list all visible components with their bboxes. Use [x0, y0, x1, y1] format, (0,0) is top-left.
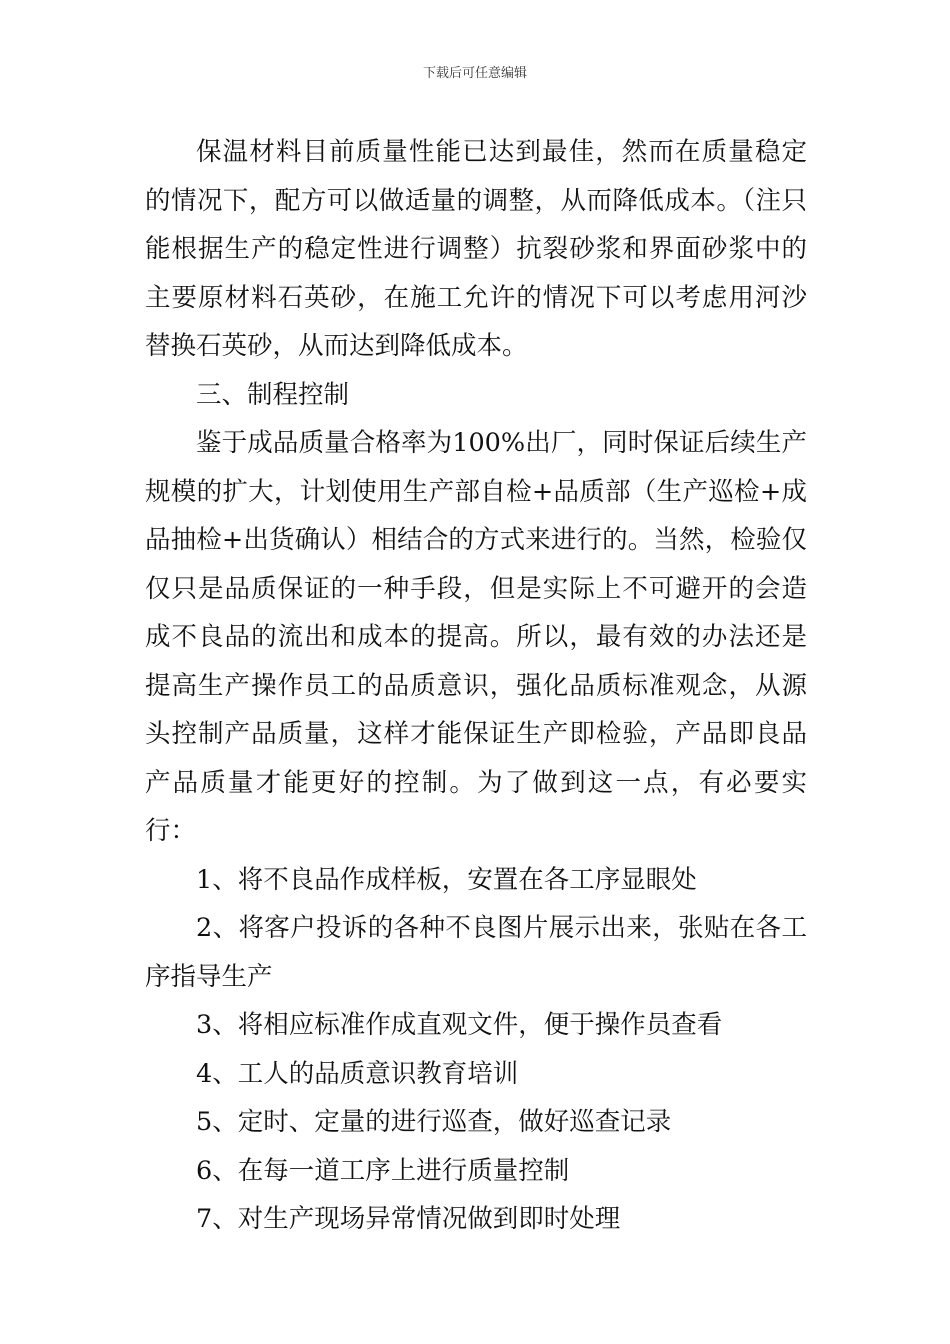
list-item-3: 3、将相应标准作成直观文件，便于操作员查看	[196, 1010, 723, 1040]
list-item-6: 6、在每一道工序上进行质量控制	[196, 1155, 570, 1186]
section-heading-process-control: 三、制程控制	[196, 379, 350, 410]
list-item-2: 2、将客户投诉的各种不良图片展示出来，张贴在各工序指导生产	[145, 913, 807, 992]
list-item-4: 4、工人的品质意识教育培训	[196, 1058, 519, 1089]
list-item-5: 5、定时、定量的进行巡查，做好巡查记录	[196, 1107, 672, 1137]
list-item-1: 1、将不良品作成样板，安置在各工序显眼处	[196, 864, 697, 895]
paragraph-material-cost: 保温材料目前质量性能已达到最佳，然而在质量稳定的情况下，配方可以做适量的调整，从而降低成本。（注只能根据生产的稳定性进行调整）抗裂砂浆和界面砂浆中的主要原材料石英砂，在施工允许的情况下可以考虑用河沙替换石英砂，从而达到降低成本。	[145, 137, 807, 361]
paragraph-inspection-plan: 鉴于成品质量合格率为100%出厂，同时保证后续生产规模的扩大，计划使用生产部自检+品质部（生产巡检+成品抽检+出货确认）相结合的方式来进行的。当然，检验仅仅只是品质保证的一种手段，但是实际上不可避开的会造成不良品的流出和成本的提高。所以，最有效的办法还是提高生产操作员工的品质意识，强化品质标准观念，从源头控制产品质量，这样才能保证生产即检验，产品即良品产品质量才能更好的控制。为了做到这一点，有必要实行：	[145, 428, 807, 846]
list-item-7: 7、对生产现场异常情况做到即时处理	[196, 1204, 621, 1234]
page-header-note: 下载后可任意编辑	[422, 66, 527, 81]
document-body	[145, 128, 807, 1244]
